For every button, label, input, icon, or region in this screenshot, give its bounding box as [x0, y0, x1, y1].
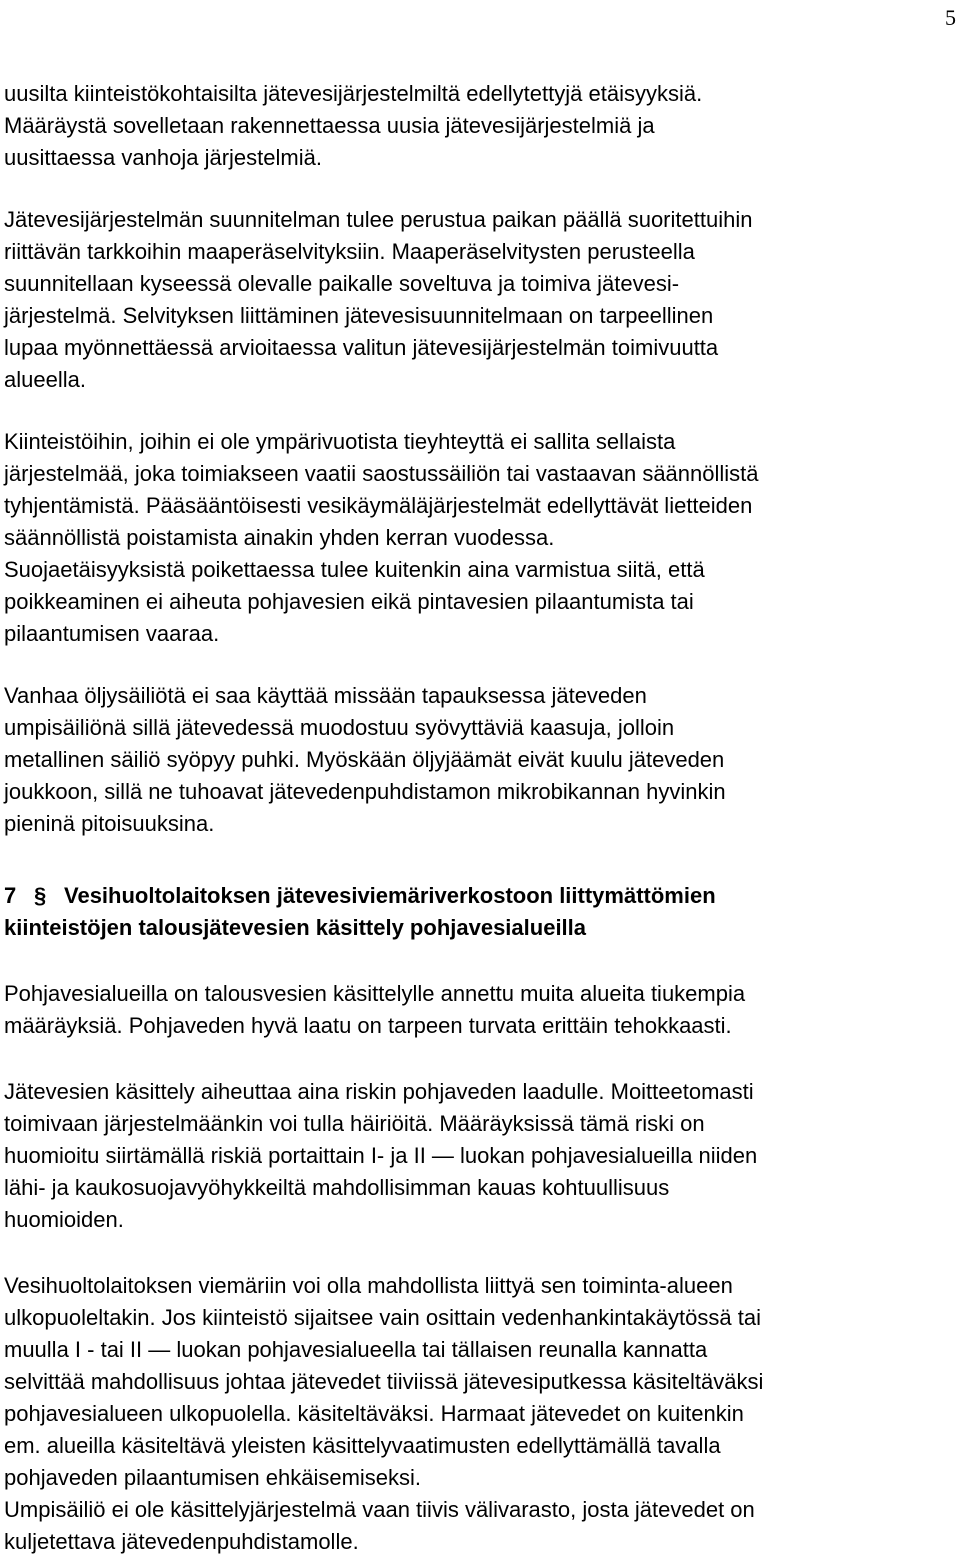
document-body	[4, 78, 956, 1558]
paragraph	[4, 1076, 956, 1236]
text-line: Pohjavesialueilla on talousvesien käsittelylle annettu muita alueita tiukempia	[4, 981, 746, 1006]
section-title: Vesihuoltolaitoksen jätevesiviemäriverkostoon liittymättömien	[64, 883, 716, 908]
text-line: lähi- ja kaukosuojavyöhykkeiltä mahdollisimman kauas kohtuullisuus	[4, 1175, 670, 1200]
paragraph	[4, 680, 956, 840]
text-line: Jätevesien käsittely aiheuttaa aina riskin pohjaveden laadulle. Moitteetomasti	[4, 1079, 754, 1104]
paragraph	[4, 204, 956, 396]
text-line: uusittaessa vanhoja järjestelmiä.	[4, 145, 322, 170]
text-line: umpisäiliönä sillä jätevedessä muodostuu syövyttäviä kaasuja, jolloin	[4, 715, 675, 740]
text-line: uusilta kiinteistökohtaisilta jätevesijärjestelmiltä edellytettyjä etäisyyksiä.	[4, 81, 703, 106]
text-line: em. alueilla käsiteltävä yleisten käsittelyvaatimusten edellyttämällä tavalla	[4, 1433, 721, 1458]
text-line: kuljetettava jätevedenpuhdistamolle.	[4, 1529, 359, 1554]
section-title-continued: kiinteistöjen talousjätevesien käsittely pohjavesialueilla	[4, 915, 587, 940]
text-line: järjestelmää, joka toimiakseen vaatii saostussäiliön tai vastaavan säännöllistä	[4, 461, 759, 486]
section-symbol: §	[34, 883, 47, 908]
paragraph	[4, 78, 956, 174]
text-line: säännöllistä poistamista ainakin yhden kerran vuodessa.	[4, 525, 555, 550]
text-line: muulla I - tai II — luokan pohjavesialueella tai tällaisen reunalla kannatta	[4, 1337, 708, 1362]
text-line: alueella.	[4, 367, 86, 392]
text-line: Jätevesijärjestelmän suunnitelman tulee perustua paikan päällä suoritettuihin	[4, 207, 753, 232]
page-number: 5	[945, 5, 956, 30]
text-line: selvittää mahdollisuus johtaa jätevedet tiiviissä jätevesiputkessa käsiteltäväksi	[4, 1369, 764, 1394]
text-line: riittävän tarkkoihin maaperäselvityksiin. Maaperäselvitysten perusteella	[4, 239, 695, 264]
text-line: pieninä pitoisuuksina.	[4, 811, 215, 836]
text-line: Umpisäiliö ei ole käsittelyjärjestelmä vaan tiivis välivarasto, josta jätevedet on	[4, 1497, 755, 1522]
text-line: joukkoon, sillä ne tuhoavat jätevedenpuhdistamon mikrobikannan hyvinkin	[4, 779, 726, 804]
paragraph	[4, 1270, 956, 1558]
text-line: Suojaetäisyyksistä poikettaessa tulee kuitenkin aina varmistua siitä, että	[4, 557, 705, 582]
text-line: metallinen säiliö syöpyy puhki. Myöskään öljyjäämät eivät kuulu jäteveden	[4, 747, 725, 772]
section-number: 7	[4, 883, 17, 908]
text-line: tyhjentämistä. Pääsääntöisesti vesikäymäläjärjestelmät edellyttävät lietteiden	[4, 493, 753, 518]
text-line: poikkeaminen ei aiheuta pohjavesien eikä pintavesien pilaantumista tai	[4, 589, 694, 614]
text-line: määräyksiä. Pohjaveden hyvä laatu on tarpeen turvata erittäin tehokkaasti.	[4, 1013, 732, 1038]
section-heading	[4, 880, 956, 944]
text-line: huomioiden.	[4, 1207, 124, 1232]
text-line: huomioitu siirtämällä riskiä portaittain I- ja II — luokan pohjavesialueilla niiden	[4, 1143, 758, 1168]
text-line: järjestelmä. Selvityksen liittäminen jätevesisuunnitelmaan on tarpeellinen	[4, 303, 714, 328]
text-line: ulkopuoleltakin. Jos kiinteistö sijaitsee vain osittain vedenhankintakäytössä tai	[4, 1305, 761, 1330]
text-line: pohjaveden pilaantumisen ehkäisemiseksi.	[4, 1465, 422, 1490]
text-line: lupaa myönnettäessä arvioitaessa valitun jätevesijärjestelmän toimivuutta	[4, 335, 719, 360]
text-line: pilaantumisen vaaraa.	[4, 621, 220, 646]
paragraph	[4, 978, 956, 1042]
text-line: Vanhaa öljysäiliötä ei saa käyttää missään tapauksessa jäteveden	[4, 683, 647, 708]
text-line: pohjavesialueen ulkopuolella. käsiteltäväksi. Harmaat jätevedet on kuitenkin	[4, 1401, 744, 1426]
text-line: Vesihuoltolaitoksen viemäriin voi olla mahdollista liittyä sen toiminta-alueen	[4, 1273, 733, 1298]
text-line: Kiinteistöihin, joihin ei ole ympärivuotista tieyhteyttä ei sallita sellaista	[4, 429, 676, 454]
text-line: toimivaan järjestelmäänkin voi tulla häiriöitä. Määräyksissä tämä riski on	[4, 1111, 705, 1136]
text-line: suunnitellaan kyseessä olevalle paikalle soveltuva ja toimiva jätevesi-	[4, 271, 680, 296]
paragraph	[4, 426, 956, 650]
text-line: Määräystä sovelletaan rakennettaessa uusia jätevesijärjestelmiä ja	[4, 113, 655, 138]
section-heading-line	[4, 880, 956, 912]
